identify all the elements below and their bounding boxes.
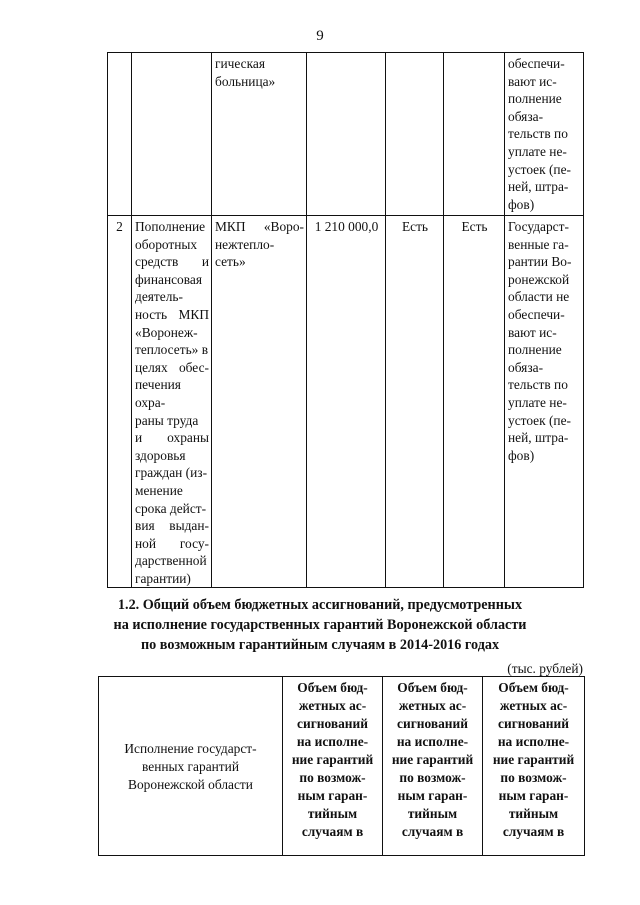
cell-col6	[444, 53, 505, 216]
table-row-2	[108, 216, 584, 588]
column-header-year-1: Объем бюд- жетных ас- сигнований на исполне- ние гарантий по возмож- ным гаран- тийным случаям в	[283, 677, 383, 856]
cell-col5: Есть	[386, 216, 444, 588]
cell-organization: гическая больница»	[212, 53, 307, 216]
table-header-row	[99, 677, 585, 856]
cell-purpose	[132, 53, 212, 216]
table-row-continuation	[108, 53, 584, 216]
cell-organization: МКП «Воро- нежтепло- сеть»	[212, 216, 307, 588]
cell-col5	[386, 53, 444, 216]
cell-amount	[307, 53, 386, 216]
cell-number: 2	[108, 216, 132, 588]
column-header-year-3: Объем бюд- жетных ас- сигнований на исполне- ние гарантий по возмож- ным гаран- тийным случаям в	[483, 677, 585, 856]
cell-note: Государст- венные га- рантии Во- ронежской области не обеспечи- вают ис- полнение обяза- тельств по уплате не- устоек (пе- ней, штра- фов)	[505, 216, 584, 588]
cell-note: обеспечи- вают ис- полнение обяза- тельств по уплате не- устоек (пе- ней, штра- фов)	[505, 53, 584, 216]
cell-amount: 1 210 000,0	[307, 216, 386, 588]
section-heading: 1.2. Общий объем бюджетных ассигнований, предусмотренных на исполнение государственных гарантий Воронежской области по возможным гарантийным случаям в 2014-2016 годах	[113, 597, 527, 653]
cell-col6: Есть	[444, 216, 505, 588]
column-header-year-2: Объем бюд- жетных ас- сигнований на исполне- ние гарантий по возмож- ным гаран- тийным случаям в	[383, 677, 483, 856]
cell-purpose: Пополнение оборотных средств и финансовая деятель- ность МКП «Воронеж- теплосеть» в целях обес- печения охра- раны труда и охраны здоровья граждан (из- менение срока дейст- вия выдан- ной госу- дарственной гарантии)	[132, 216, 212, 588]
units-note: (тыс. рублей)	[507, 661, 583, 676]
guarantees-table-continued	[107, 52, 584, 588]
cell-number	[108, 53, 132, 216]
page-number: 9	[316, 28, 324, 44]
budget-allocations-table	[98, 676, 585, 856]
row-header-guarantees: Исполнение государст- венных гарантий Воронежской области	[99, 677, 283, 856]
